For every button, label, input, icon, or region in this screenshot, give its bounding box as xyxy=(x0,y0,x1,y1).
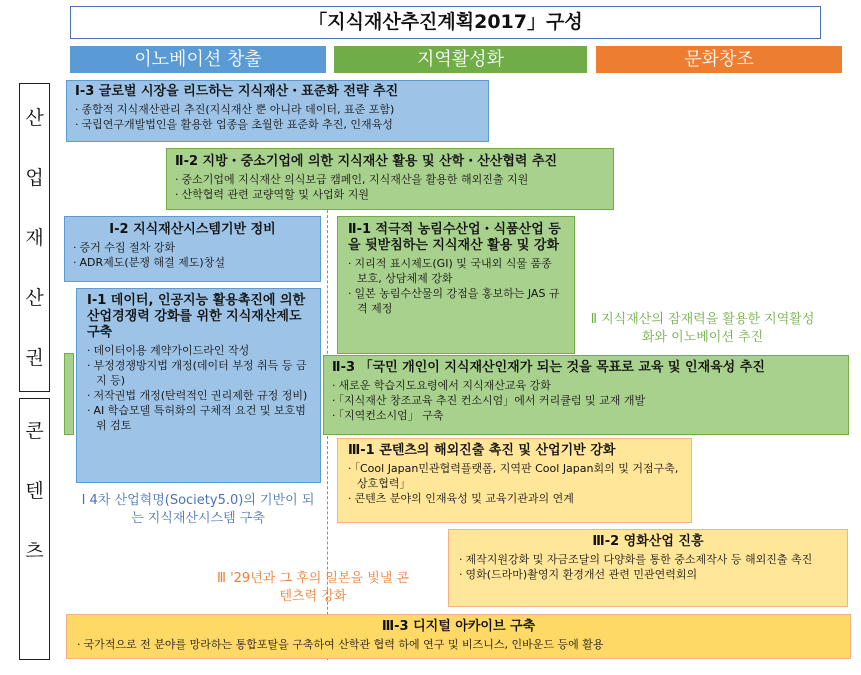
side-char: 산 xyxy=(25,287,44,309)
box-bullet: · 제작지원강화 및 자금조달의 다양화를 통한 중소제작사 등 해외진출 촉진 xyxy=(459,552,837,567)
box-bullet: · 「지역컨소시엄」 구축 xyxy=(332,408,840,423)
box-bullet: · 증거 수집 절차 강화 xyxy=(73,240,312,255)
side-char: 재 xyxy=(25,227,44,249)
box-bullet: · 산학협력 관련 교량역할 및 사업화 지원 xyxy=(175,187,605,202)
box-bullet: · 종합적 지식재산관리 추진(지식재산 뿐 아니라 데이터, 표준 포함) xyxy=(75,102,480,117)
category-culture: 문화창조 xyxy=(596,46,842,73)
box-bullet: · 데이터이용 계약가이드라인 작성 xyxy=(87,343,310,358)
box-i2 xyxy=(64,216,321,282)
box-bullet: · 「지식재산 창조교육 추진 컨소시엄」에서 커리큘럼 및 교재 개발 xyxy=(332,393,840,408)
box-title: Ⅰ-1 데이터, 인공지능 활용촉진에 의한 산업경쟁력 강화를 위한 지식재산제도 구축 xyxy=(87,293,306,340)
pillar-iii-note: Ⅲ '29년과 그 후의 일본을 빛낼 콘텐츠력 강화 xyxy=(216,571,409,604)
box-iii1 xyxy=(337,438,692,523)
side-char: 업 xyxy=(25,167,44,189)
box-i3 xyxy=(66,80,489,142)
box-bullet: · 새로운 학습지도요령에서 지식재산교육 강화 xyxy=(332,378,840,393)
box-bullet: · 콘텐츠 분야의 인재육성 및 교육기관과의 연계 xyxy=(348,491,681,506)
box-bullet: · 영화(드라마)촬영지 환경개선 관련 민관연력회의 xyxy=(459,567,837,582)
box-bullet: · AI 학습모델 특허화의 구체적 요건 및 보호범위 검토 xyxy=(87,403,310,433)
box-ii1 xyxy=(337,216,575,354)
box-bullet: · ADR제도(분쟁 해결 제도)창설 xyxy=(73,255,312,270)
side-char: 권 xyxy=(25,347,44,369)
box-title: Ⅱ-1 적극적 농림수산업・식품산업 등을 뒷받침하는 지식재산 활용 및 강화 xyxy=(348,222,561,253)
category-region: 지역활성화 xyxy=(334,46,587,73)
side-char: 텐 xyxy=(25,480,44,502)
box-ii2 xyxy=(166,148,614,210)
box-title: Ⅲ-2 영화산업 진흥 xyxy=(592,534,704,549)
pillar-ii-note: Ⅱ 지식재산의 잠재력을 활용한 지역활성화와 이노베이션 추진 xyxy=(590,312,815,345)
box-i1 xyxy=(76,288,321,483)
box-title: Ⅲ-1 콘텐츠의 해외진출 촉진 및 산업기반 강화 xyxy=(348,443,616,458)
box-bullet: · 「Cool Japan민관협력플랫폼, 지역판 Cool Japan회의 및 거점구축, 상호협력」 xyxy=(348,461,681,491)
box-title: Ⅲ-3 디지털 아카이브 구축 xyxy=(381,619,536,634)
green-band xyxy=(64,353,74,435)
box-bullet: · 중소기업에 지식재산 의식보급 캠페인, 지식재산을 활용한 해외진출 지원 xyxy=(175,172,605,187)
pillar-i-note: Ⅰ 4차 산업혁명(Society5.0)의 기반이 되는 지식재산시스템 구축 xyxy=(81,493,315,526)
box-title: Ⅱ-2 지방・중소기업에 의한 지식재산 활용 및 산학・산산협력 추진 xyxy=(175,154,558,169)
side-label-industrial-property xyxy=(19,83,50,392)
side-char: 산 xyxy=(25,107,44,129)
box-title: Ⅱ-3 「국민 개인이 지식재산인재가 되는 것을 목표로 교육 및 인재육성 추진 xyxy=(332,360,765,375)
side-char: 콘 xyxy=(25,420,44,442)
box-bullet: · 저작권법 개정(탄력적인 권리제한 규정 정비) xyxy=(87,388,310,403)
box-bullet: · 부정경쟁방지법 개정(데이터 부정 취득 등 금지 등) xyxy=(87,358,310,388)
category-innovation: 이노베이션 창출 xyxy=(70,46,326,73)
box-iii3 xyxy=(66,614,851,659)
page-title: 「지식재산추진계획2017」구성 xyxy=(70,6,821,39)
box-iii2 xyxy=(448,529,848,607)
box-bullet: · 국가적으로 전 분야를 망라하는 통합포탈을 구축하여 산학관 협력 하에 연구 및 비즈니스, 인바운드 등에 활용 xyxy=(77,637,840,652)
box-bullet: · 일본 농림수산물의 강점을 홍보하는 JAS 규격 제정 xyxy=(348,286,564,316)
box-title: Ⅰ-2 지식재산시스템기반 정비 xyxy=(109,222,276,237)
box-bullet: · 지리적 표시제도(GI) 및 국내외 식물 품종 보호, 상담체제 강화 xyxy=(348,256,564,286)
box-title: Ⅰ-3 글로벌 시장을 리드하는 지식재산・표준화 전략 추진 xyxy=(75,84,399,99)
box-ii3 xyxy=(323,355,849,435)
box-bullet: · 국립연구개발법인을 활용한 업종을 초월한 표준화 추진, 인재육성 xyxy=(75,117,480,132)
side-label-content xyxy=(19,398,50,660)
side-char: 츠 xyxy=(25,540,44,562)
